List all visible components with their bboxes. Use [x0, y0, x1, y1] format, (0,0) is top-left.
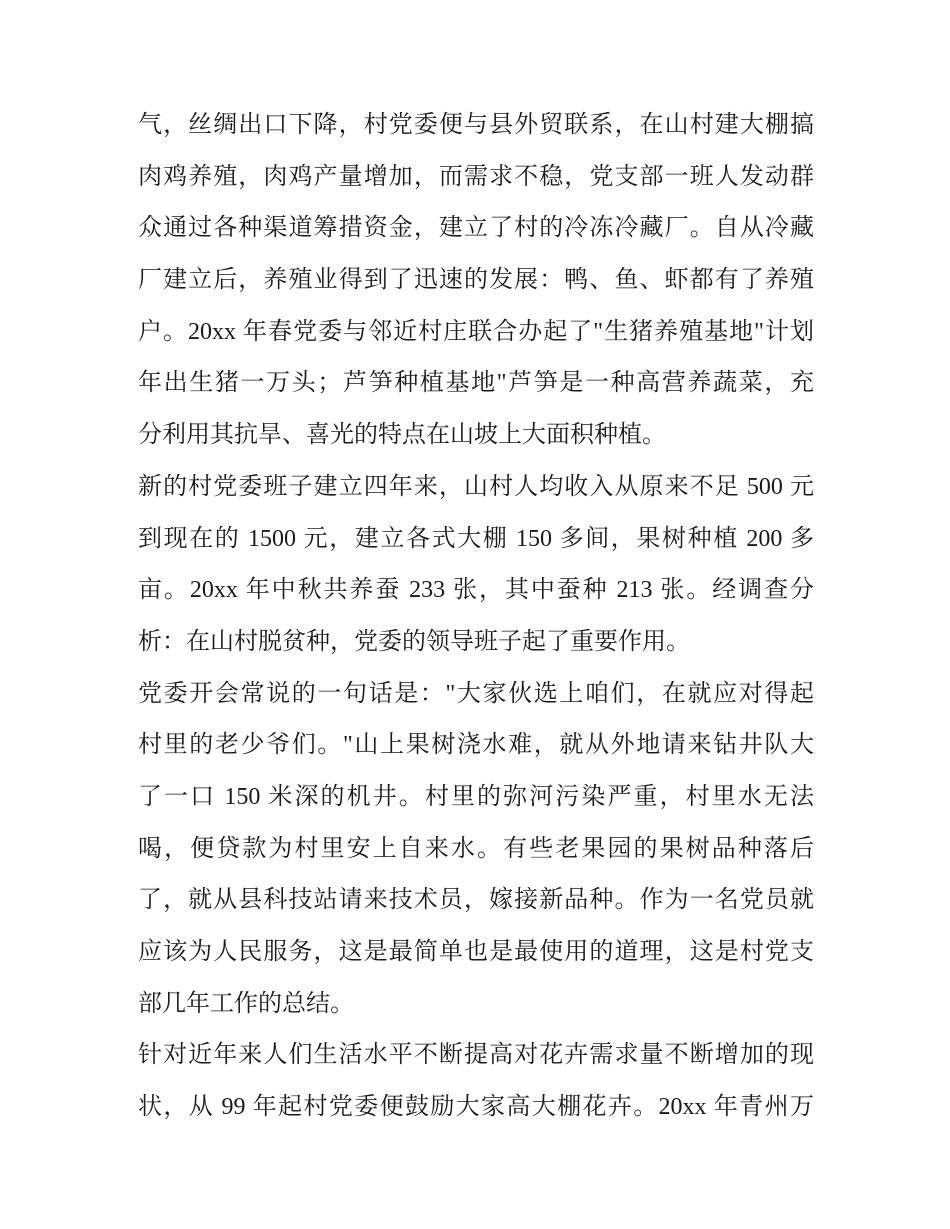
text-line: 到现在的 1500 元，建立各式大棚 150 多间，果树种植 200 多: [138, 525, 814, 552]
paragraph-4: [138, 1030, 814, 1133]
text-line: 针对近年来人们生活水平不断提高对花卉需求量不断增加的现: [138, 1042, 814, 1069]
text-line: 气，丝绸出口下降，村党委便与县外贸联系，在山村建大棚搞: [138, 112, 814, 138]
text-line: 了一口 150 米深的机井。村里的弥河污染严重，村里水无法: [138, 783, 814, 810]
text-line: 应该为人民服务，这是最简单也是最使用的道理，这是村党支: [138, 939, 814, 965]
text-line: 肉鸡养殖，肉鸡产量增加，而需求不稳，党支部一班人发动群: [138, 163, 814, 190]
document-text: [138, 100, 814, 1134]
text-line: 了，就从县科技站请来技术员，嫁接新品种。作为一名党员就: [138, 887, 814, 914]
text-line: 亩。20xx 年中秋共养蚕 233 张，其中蚕种 213 张。经调查分: [138, 577, 814, 604]
text-line: 厂建立后，养殖业得到了迅速的发展：鸭、鱼、虾都有了养殖: [138, 267, 814, 294]
text-line: 喝，便贷款为村里安上自来水。有些老果园的果树品种落后: [138, 835, 814, 862]
text-line: 村里的老少爷们。"山上果树浇水难，就从外地请来钻井队大: [138, 732, 814, 759]
text-line: 新的村党委班子建立四年来，山村人均收入从原来不足 500 元: [138, 473, 814, 500]
text-line: 户。20xx 年春党委与邻近村庄联合办起了"生猪养殖基地"计划: [138, 318, 814, 345]
text-line: 状，从 99 年起村党委便鼓励大家高大棚花卉。20xx 年青州万: [138, 1094, 814, 1121]
text-line: 分利用其抗旱、喜光的特点在山坡上大面积种植。: [138, 422, 666, 449]
text-line: 年出生猪一万头；芦笋种植基地"芦笋是一种高营养蔬菜，充: [138, 370, 814, 397]
text-line: 析：在山村脱贫种，党委的领导班子起了重要作用。: [138, 628, 690, 655]
text-line: 党委开会常说的一句话是："大家伙选上咱们，在就应对得起: [138, 680, 814, 707]
text-line: 部几年工作的总结。: [138, 990, 354, 1017]
paragraph-3: [138, 669, 814, 1031]
paragraph-2: [138, 462, 814, 669]
text-line: 众通过各种渠道筹措资金，建立了村的冷冻冷藏厂。自从冷藏: [138, 215, 814, 242]
paragraph-1: [138, 100, 814, 462]
